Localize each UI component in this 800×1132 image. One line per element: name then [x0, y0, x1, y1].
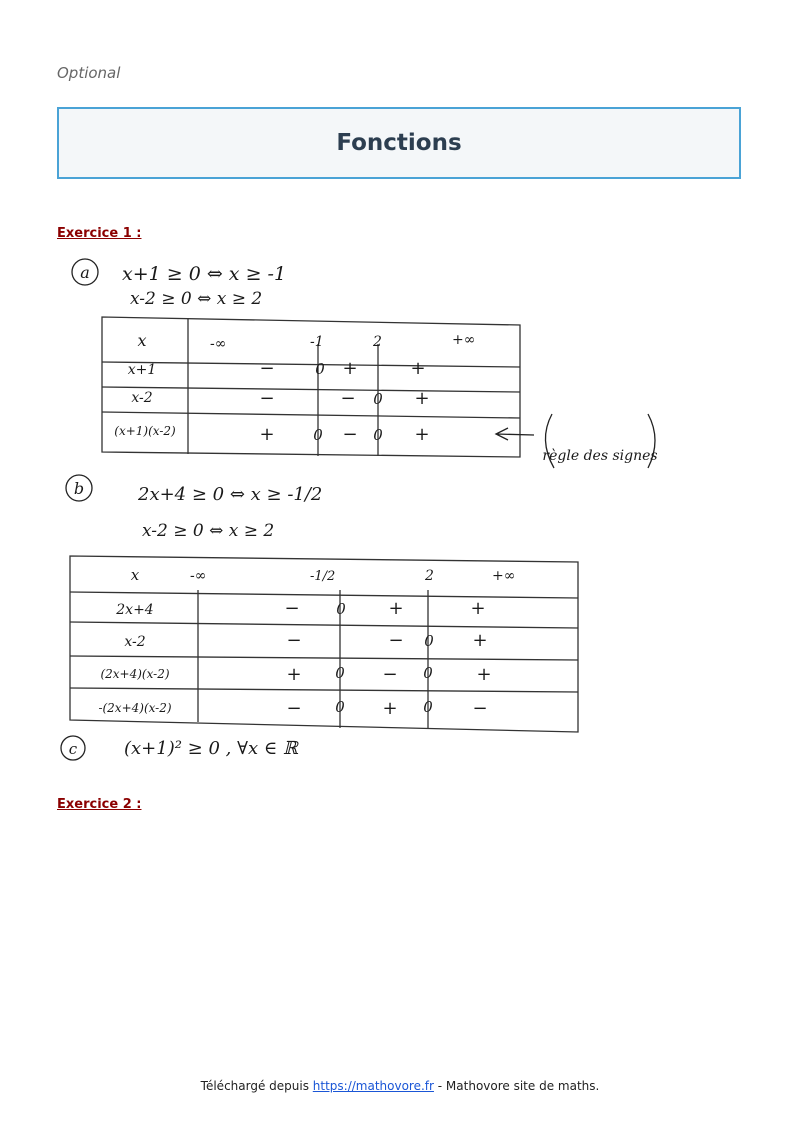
table-b-sign: − — [382, 664, 398, 685]
table-b-header-tick: -1/2 — [310, 569, 336, 584]
exercise-1-heading: Exercice 1 : — [57, 226, 142, 241]
part-b-line-1: 2x+4 ≥ 0 ⇔ x ≥ -1/2 — [138, 484, 323, 505]
table-a-sign: 0 — [313, 426, 323, 444]
table-a-rule — [102, 412, 520, 418]
arrow-left-icon — [496, 428, 534, 440]
table-a-header-tick: -∞ — [210, 336, 227, 352]
page-footer — [0, 1079, 800, 1093]
exercise-2-heading: Exercice 2 : — [57, 797, 142, 812]
table-a-sign: 0 — [373, 426, 383, 444]
table-a-sign: 0 — [315, 360, 325, 378]
table-a-sign: + — [414, 388, 430, 409]
part-a-marker: a — [80, 263, 90, 282]
table-b-sign: − — [286, 698, 302, 719]
table-a-sign: − — [259, 388, 275, 409]
footer-suffix: - Mathovore site de maths. — [433, 1079, 600, 1093]
table-b-sign: + — [476, 664, 492, 685]
table-b-header-var: x — [130, 566, 140, 584]
table-b-row-label: (2x+4)(x-2) — [100, 667, 170, 681]
table-b-header-tick: 2 — [425, 568, 434, 584]
table-b-header-tick: -∞ — [190, 568, 207, 584]
table-a-sign: − — [340, 388, 356, 409]
table-b-rule — [70, 592, 578, 598]
table-b-sign: 0 — [335, 664, 345, 682]
table-a-row-label: x-2 — [131, 390, 153, 406]
table-a-sign: + — [259, 424, 275, 445]
footer-prefix: Téléchargé depuis — [200, 1079, 313, 1093]
table-a-header-var: x — [137, 331, 147, 350]
table-b-sign: + — [472, 630, 488, 651]
table-b-sign: 0 — [423, 664, 433, 682]
table-a-sign: − — [259, 358, 275, 379]
page-title: Fonctions — [336, 130, 462, 156]
table-b-sign: − — [388, 630, 404, 651]
handwritten-solution-scan — [60, 252, 680, 772]
table-a-row-label: x+1 — [127, 362, 157, 378]
part-b-line-2: x-2 ≥ 0 ⇔ x ≥ 2 — [142, 521, 275, 541]
table-b-sign: 0 — [336, 600, 346, 618]
part-a-line-1: x+1 ≥ 0 ⇔ x ≥ -1 — [122, 263, 287, 285]
table-b-sign: + — [382, 698, 398, 719]
table-a-sign: + — [342, 358, 358, 379]
table-b-sign: − — [472, 698, 488, 719]
table-b-sign: 0 — [424, 632, 434, 650]
table-b-rule — [70, 656, 578, 660]
part-b — [66, 475, 578, 732]
table-b-row-label: x-2 — [124, 634, 146, 650]
table-b-row-label: -(2x+4)(x-2) — [98, 701, 172, 715]
table-a-rule — [102, 362, 520, 367]
table-a-sign: + — [410, 358, 426, 379]
table-b-rule — [70, 622, 578, 628]
table-a-sign: − — [342, 424, 358, 445]
footer-link[interactable]: https://mathovore.fr — [312, 1079, 434, 1093]
table-b-header-tick: +∞ — [492, 568, 516, 584]
part-a — [72, 259, 658, 468]
table-b-sign: + — [286, 664, 302, 685]
table-a-header-tick: 2 — [373, 334, 382, 350]
part-c-marker: c — [68, 740, 78, 758]
part-a-line-2: x-2 ≥ 0 ⇔ x ≥ 2 — [130, 289, 263, 309]
table-b-sign: + — [388, 598, 404, 619]
annotation-text: règle des signes — [542, 448, 658, 464]
table-b-sign: − — [286, 630, 302, 651]
part-c-line-1: (x+1)² ≥ 0 , ∀x ∈ ℝ — [124, 738, 298, 759]
table-a-row-label: (x+1)(x-2) — [114, 424, 176, 438]
table-a-sign: + — [414, 424, 430, 445]
title-box — [57, 107, 741, 179]
table-b-sign: − — [284, 598, 300, 619]
table-b-row-label: 2x+4 — [116, 602, 154, 618]
table-a-rule — [102, 387, 520, 392]
table-b-sign: 0 — [335, 698, 345, 716]
part-b-marker: b — [73, 479, 85, 498]
table-a-header-tick: -1 — [310, 334, 324, 350]
table-a-header-tick: +∞ — [452, 332, 476, 348]
table-b-rule — [70, 688, 578, 692]
table-b-sign: + — [470, 598, 486, 619]
table-a-sign: 0 — [373, 390, 383, 408]
document-tag: Optional — [57, 64, 121, 82]
part-c — [61, 736, 299, 760]
table-b-sign: 0 — [423, 698, 433, 716]
